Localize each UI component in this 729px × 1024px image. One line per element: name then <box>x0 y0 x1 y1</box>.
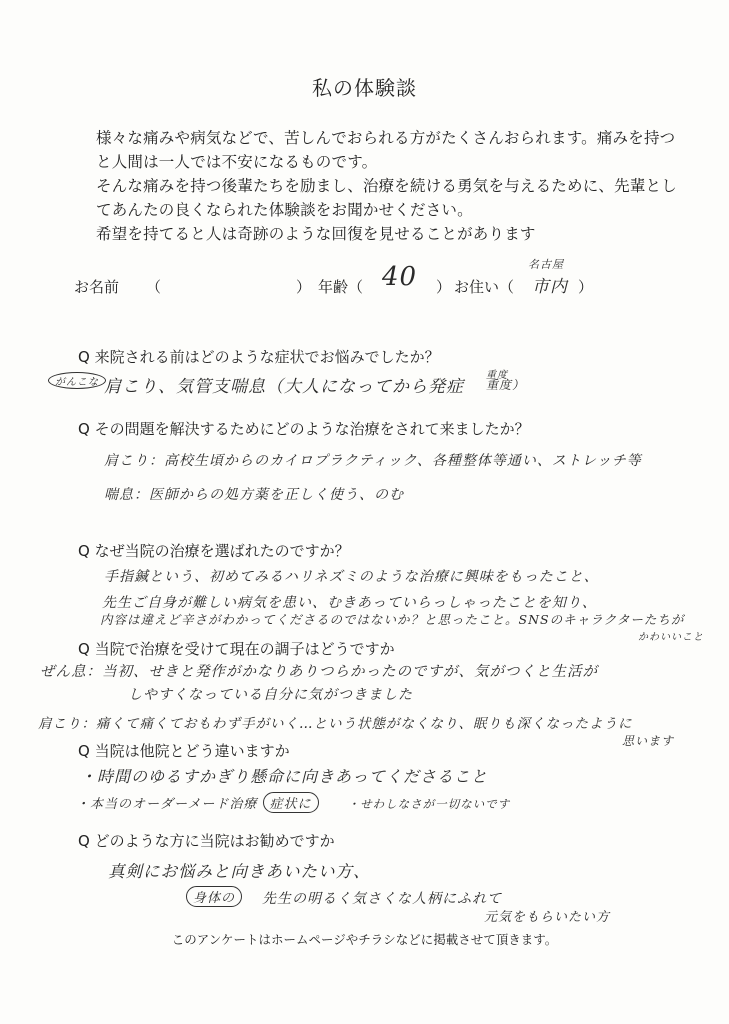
address-close-paren: ） <box>578 278 594 296</box>
question-3: Q なぜ当院の治療を選ばれたのですか？ <box>78 542 350 560</box>
answer-1-circle: がんこな <box>48 372 106 389</box>
footer-note: このアンケートはホームページやチラシなどに掲載させて頂きます。 <box>171 932 558 947</box>
answer-4-line-3: 肩こり：痛くて痛くておもわず手がいく…という状態がなくなり、眠りも深くなったように <box>38 716 633 732</box>
age-value: 40 <box>382 262 418 292</box>
page-title: 私の体験談 <box>312 76 417 100</box>
answer-1-note: 重度 <box>486 370 508 381</box>
answer-6-line-2: 先生の明るく気さくな人柄にふれて <box>262 891 502 907</box>
answer-6-circle-wrap <box>186 886 242 907</box>
answer-2-line-1: 肩こり：高校生頃からのカイロプラクティック、各種整体等通い、ストレッチ等 <box>104 453 642 469</box>
question-5: Q 当院は他院とどう違いますか <box>78 742 290 760</box>
intro-line: 様々な痛みや病気などで、苦しんでおられる方がたくさんおられます。痛みを持つ <box>96 129 676 147</box>
answer-1-circle-wrap <box>48 372 106 389</box>
intro-line: 希望を持てると人は奇跡のような回復を見せることがあります <box>96 225 536 243</box>
answer-4-line-2: しやすくなっている自分に気がつきました <box>128 687 413 703</box>
answer-1-text: 肩こり、気管支喘息（大人になってから発症 <box>104 377 464 397</box>
question-4: Q 当院で治療を受けて現在の調子はどうですか <box>78 640 395 658</box>
address-note: 名古屋 <box>528 258 564 271</box>
name-label: お名前 <box>74 278 120 296</box>
age-label: 年齢（ <box>318 278 364 296</box>
answer-5-circle: 症状に <box>263 792 319 813</box>
intro-line: てあんたの良くなられた体験談をお聞かせください。 <box>96 201 473 219</box>
answer-1-end: 重度） <box>486 378 526 392</box>
intro-text <box>96 126 677 246</box>
answer-6-line-1: 真剣にお悩みと向きあいたい方、 <box>108 862 371 881</box>
intro-line: と人間は一人では不安になるものです。 <box>96 153 378 171</box>
answer-3-line-1: 手指鍼という、初めてみるハリネズミのような治療に興味をもったこと、 <box>104 569 599 585</box>
answer-4-line-4: 思います <box>622 734 675 748</box>
answer-6-line-3: 元気をもらいたい方 <box>484 910 611 925</box>
age-close-paren: ） <box>436 278 452 296</box>
question-2: Q その問題を解決するためにどのような治療をされて来ましたか？ <box>78 420 530 438</box>
name-close-paren: ） <box>296 278 312 296</box>
answer-5-line-2-pre: ・本当のオーダーメード治療 <box>76 797 258 812</box>
answer-5-line-2 <box>76 792 510 813</box>
answer-3-line-2: 先生ご自身が難しい病気を患い、むきあっていらっしゃったことを知り、 <box>102 595 597 611</box>
question-6: Q どのような方に当院はお勧めですか <box>78 832 335 850</box>
address-value: 市内 <box>532 277 568 297</box>
name-open-paren: （ <box>146 278 162 296</box>
answer-5-line-2-post: ・せわしなさが一切ないです <box>347 797 511 811</box>
answer-2-line-2: 喘息：医師からの処方薬を正しく使う、のむ <box>104 487 404 503</box>
answer-3-line-4: かわいいこと <box>638 632 704 643</box>
address-label: お住い（ <box>454 278 515 296</box>
answer-3-line-3: 内容は違えど辛さがわかってくださるのではないか？と思ったこと。SNSのキャラクターたちが <box>100 612 685 627</box>
answer-6-circle: 身体の <box>186 886 242 907</box>
intro-line: そんな痛みを持つ後輩たちを励まし、治療を続ける勇気を与えるために、先輩とし <box>96 177 677 195</box>
answer-4-line-1: ぜん息：当初、せきと発作がかなりありつらかったのですが、気がつくと生活が <box>40 664 598 680</box>
answer-5-line-1: ・時間のゆるすかぎり懸命に向きあってくださること <box>80 767 488 786</box>
question-1: Q 来院される前はどのような症状でお悩みでしたか？ <box>78 348 440 366</box>
